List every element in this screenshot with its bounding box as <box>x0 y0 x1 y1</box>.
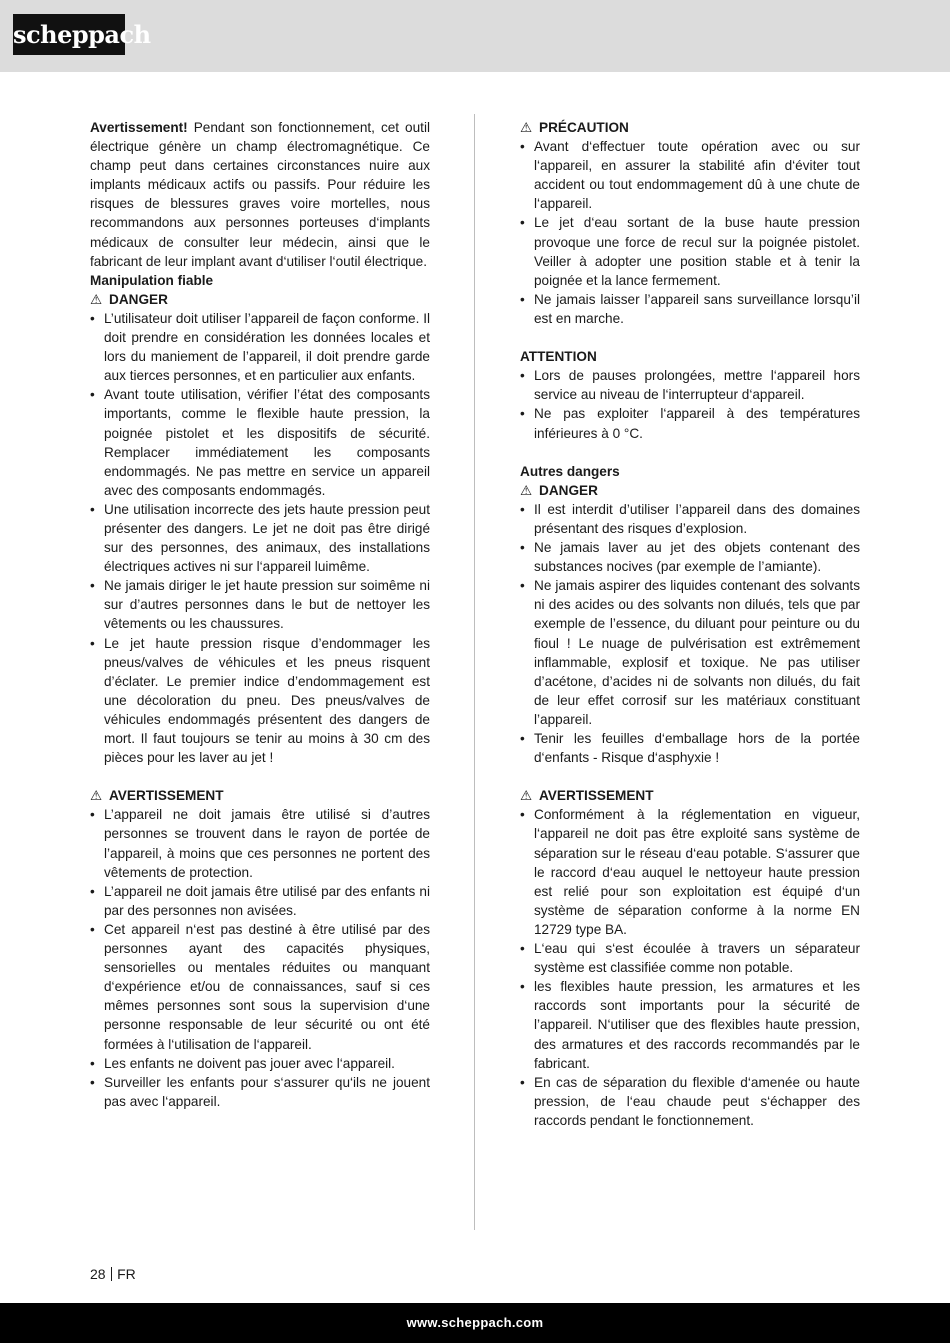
list-item: • Tenir les feuilles d‘emballage hors de la portée d‘enfants - Risque d‘asphyxie ! <box>520 729 860 767</box>
danger-list-left <box>90 309 430 767</box>
list-item: • L’appareil ne doit jamais être utilisé par des enfants ni par des personnes non avisées. <box>90 882 430 920</box>
list-item: • les flexibles haute pression, les armatures et les raccords sont importants pour la sécurité de l’appareil. N‘utiliser que des flexibles haute pression, des armatures et des raccords recommandés par le fabricant. <box>520 977 860 1072</box>
manip-heading: Manipulation fiable <box>90 272 214 288</box>
list-item: • Ne jamais laver au jet des objets contenant des substances nocives (par exemple de l’amiante). <box>520 538 860 576</box>
list-item: • Il est interdit d’utiliser l’appareil dans des domaines présentant des risques d’explosion. <box>520 500 860 538</box>
list-item: • Cet appareil n‘est pas destiné à être utilisé par des personnes ayant des capacités physiques, sensorielles ou mentales réduites ou manquant d‘expérience et/ou de connaissances, sauf si ces mêmes personnes sont sous la supervision d‘une personne responsable de leur sécurité ou ont été formées à l‘utilisation de l‘appareil. <box>90 920 430 1054</box>
list-item: • Avant toute utilisation, vérifier l’état des composants importants, comme le flexible haute pression, la poignée pistolet et les dispositifs de sécurité. Remplacer immédiatement les composants endommagés. Ne pas mettre en service un appareil avec des composants endommagés. <box>90 385 430 500</box>
attention-heading: ATTENTION <box>520 349 597 365</box>
warning-icon: ⚠ <box>520 482 533 498</box>
avertissement-list-right <box>520 805 860 1130</box>
list-item: • En cas de séparation du flexible d‘amenée ou haute pression, de l‘eau chaude peut s‘échapper des raccords pendant le fonctionnement. <box>520 1073 860 1130</box>
list-item: • Ne jamais diriger le jet haute pression sur soimême ni sur d’autres personnes dans le but de nettoyer les vêtements ou les chaussures. <box>90 576 430 633</box>
precaution-heading: ⚠ PRÉCAUTION <box>520 118 860 137</box>
avertissement-heading-left: ⚠ AVERTISSEMENT <box>90 786 430 805</box>
header-bar <box>0 0 950 72</box>
bottom-bar <box>0 1303 950 1343</box>
intro-paragraph <box>90 118 430 271</box>
intro-label: Avertissement! <box>90 120 188 135</box>
website-link[interactable]: www.scheppach.com <box>406 1315 544 1330</box>
left-column <box>90 118 430 1111</box>
page-footer <box>90 1265 136 1283</box>
list-item: • Conformément à la réglementation en vigueur, l‘appareil ne doit pas être exploité sans système de séparation sur le réseau d‘eau potable. S‘assurer que le raccord d‘eau auquel le nettoyeur haute pression est relié pour son exploitation est équipé d‘un système de séparation conforme à la norme EN 12729 type BA. <box>520 805 860 939</box>
list-item: • Une utilisation incorrecte des jets haute pression peut présenter des dangers. Le jet ne doit pas être dirigé sur des personnes, des animaux, des installations électriques actives ni sur l‘appareil luimême. <box>90 500 430 576</box>
list-item: • L’appareil ne doit jamais être utilisé si d’autres personnes se trouvent dans le rayon de portée de l’appareil, à moins que ces personnes ne portent des vêtements de protection. <box>90 805 430 881</box>
list-item: • Le jet haute pression risque d’endommager les pneus/valves de véhicules et les pneus risquent d’éclater. Le premier indice d’endommagement est une décoloration du pneu. Des pneus/valves de véhicules endommagés présentent des dangers de mort. Il faut toujours se tenir au moins à 30 cm des pièces pour les laver au jet ! <box>90 634 430 768</box>
list-item: • Surveiller les enfants pour s‘assurer qu‘ils ne jouent pas avec l‘appareil. <box>90 1073 430 1111</box>
list-item: • Ne jamais laisser l’appareil sans surveillance lorsqu’il est en marche. <box>520 290 860 328</box>
column-divider <box>474 114 475 1230</box>
danger-list-right <box>520 500 860 767</box>
avertissement-heading-right: ⚠ AVERTISSEMENT <box>520 786 860 805</box>
autres-dangers-heading: Autres dangers <box>520 463 620 479</box>
list-item: • L’utilisateur doit utiliser l’appareil de façon conforme. Il doit prendre en considération les données locales et lors du maniement de l’appareil, il doit prendre garde aux tierces personnes, et en particulier aux enfants. <box>90 309 430 385</box>
warning-icon: ⚠ <box>520 788 533 804</box>
scheppach-logo: scheppach <box>13 14 125 55</box>
footer-separator <box>111 1267 113 1281</box>
list-item: • Ne jamais aspirer des liquides contenant des solvants ni des acides ou des solvants non dilués, tels que par exemple de l’essence, du diluant pour peinture ou du fioul ! Le nuage de pulvérisation est extrêmement inflammable, explosif et toxique. Ne pas utiliser d’acétone, d’acides ni de solvants non dilués, du fait de leur effet corrosif sur les matériaux constituant l’appareil. <box>520 576 860 729</box>
language-code: FR <box>117 1266 136 1282</box>
attention-list <box>520 366 860 442</box>
intro-text: Pendant son fonctionnement, cet outil électrique génère un champ électromagnétique. Ce champ peut dans certaines circonstances nuire aux implants médicaux actifs ou passifs. Pour réduire les risques de blessures graves voire mortelles, nous recommandons aux personnes porteuses d‘implants médicaux de consulter leur médecin, ainsi que le fabricant de leur implant avant d‘utiliser l‘outil électrique. <box>90 120 430 269</box>
list-item: • Avant d‘effectuer toute opération avec ou sur l‘appareil, en assurer la stabilité afin d‘éviter tout accident ou tout endommagement dû à une chute de l‘appareil. <box>520 137 860 213</box>
danger-heading-left: ⚠ DANGER <box>90 290 430 309</box>
precaution-list <box>520 137 860 328</box>
warning-icon: ⚠ <box>520 120 533 135</box>
warning-icon: ⚠ <box>90 291 103 307</box>
list-item: • L‘eau qui s‘est écoulée à travers un séparateur système est classifiée comme non potable. <box>520 939 860 977</box>
danger-heading-right: ⚠ DANGER <box>520 481 860 500</box>
list-item: • Le jet d‘eau sortant de la buse haute pression provoque une force de recul sur la poignée pistolet. Veiller à adopter une position stable et à tenir la poignée et la lance fermement. <box>520 213 860 289</box>
right-column <box>520 118 860 1130</box>
warning-icon: ⚠ <box>90 788 103 804</box>
list-item: • Les enfants ne doivent pas jouer avec l‘appareil. <box>90 1054 430 1073</box>
list-item: • Ne pas exploiter l‘appareil à des températures inférieures à 0 °C. <box>520 404 860 442</box>
avertissement-list-left <box>90 805 430 1111</box>
page-number: 28 <box>90 1266 106 1282</box>
list-item: • Lors de pauses prolongées, mettre l‘appareil hors service au niveau de l‘interrupteur d‘appareil. <box>520 366 860 404</box>
